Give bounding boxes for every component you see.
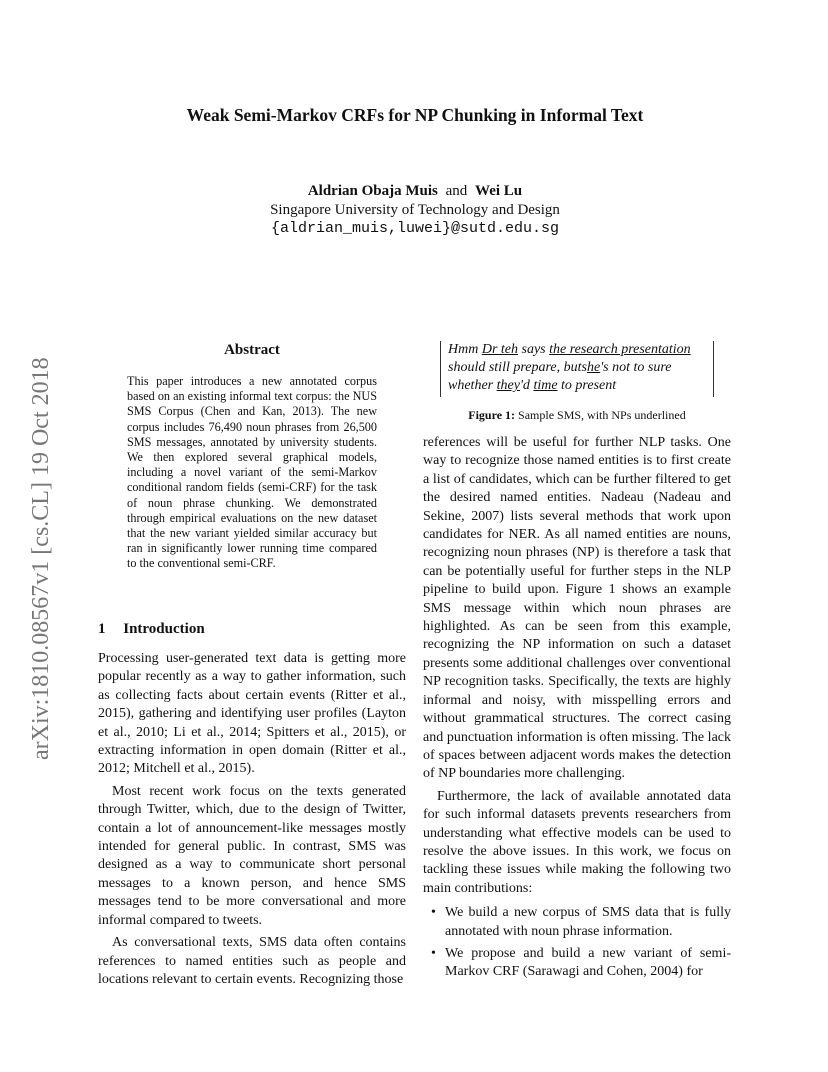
paper-title: Weak Semi-Markov CRFs for NP Chunking in Informal Text: [186, 105, 644, 125]
list-item: • We build a new corpus of SMS data that is fully annotated with noun phrase information.: [445, 904, 731, 941]
section-number: 1: [98, 621, 106, 637]
noun-phrase: he: [586, 360, 601, 375]
paragraph: As conversational texts, SMS data often contains references to named entities such as people and locations relevant to certain events. Recognizing those: [98, 935, 406, 987]
author-line: [100, 183, 730, 200]
contribution-list: [423, 904, 731, 982]
caption-text: Sample SMS, with NPs underlined: [515, 408, 686, 422]
paragraph: Most recent work focus on the texts generated through Twitter, which, due to the design of Twitter, contain a lot of announcement-like messages mostly intended for general public. In contrast, SMS was designed as a way to communicate short personal messages to a known person, and hence SMS messages tend to be more conversational and more informal compared to tweets.: [98, 783, 406, 928]
section-title: Introduction: [123, 621, 205, 637]
figure-1-caption: [423, 408, 731, 423]
email: {aldrian_muis,luwei}@sutd.edu.sg: [270, 220, 560, 237]
figure-1-box: [440, 341, 714, 397]
author-2: Wei Lu: [475, 183, 523, 199]
noun-phrase: they: [496, 378, 520, 393]
author-1: Aldrian Obaja Muis: [307, 183, 438, 199]
sms-text: 'd: [519, 378, 534, 393]
left-column: [98, 650, 406, 989]
list-item: • We propose and build a new variant of semi-Markov CRF (Sarawagi and Cohen, 2004) for: [445, 945, 731, 982]
sms-text: says: [518, 342, 550, 357]
sms-text: 's not to sure whether: [448, 360, 672, 393]
paragraph: references will be useful for further NLP tasks. One way to recognize those named entities is to first create a list of candidates, which can be further filtered to get the desired named entities. Nadeau (Nadeau and Sekine, 2007) lists several methods that work upon candidates for NER. As all named entities are nouns, recognizing noun phrases (NP) is therefore a task that can be potentially useful for further steps in the NLP pipeline to build upon. Figure 1 shows an example SMS message within which noun phrases are highlighted. As can be seen from this example, recognizing the NP information on such a dataset presents some additional challenges over conventional NP recognition tasks. Specifically, the texts are highly informal and noisy, with misspelling errors and without grammatical structures. The correct casing and punctuation information is often missing. The lack of spaces between adjacent words makes the detection of NP boundaries more challenging.: [423, 435, 731, 782]
affiliation: Singapore University of Technology and Design: [270, 202, 560, 218]
noun-phrase: time: [533, 378, 558, 393]
noun-phrase: Dr teh: [481, 342, 519, 357]
abstract-heading: Abstract: [224, 342, 280, 358]
paragraph: Furthermore, the lack of available annotated data for such informal datasets prevents researchers from understanding what effective models can be used to resolve the above issues. In this work, we focus on tackling these issues while making the following two main contributions:: [423, 788, 731, 896]
abstract-body: This paper introduces a new annotated corpus based on an existing informal text corpus: the NUS SMS Corpus (Chen and Kan, 2013). The new corpus includes 76,490 noun phrases from 26,500 SMS messages, annotated by university students. We then explored several graphical models, including a novel variant of the semi-Markov conditional random fields (semi-CRF) for the task of noun phrase chunking. We demonstrated through empirical evaluations on the new dataset that the new variant yielded similar accuracy but ran in significantly lower running time compared to the conventional semi-CRF.: [127, 374, 377, 571]
author-conjunction: and: [445, 183, 468, 199]
caption-label: Figure 1:: [468, 408, 516, 422]
sms-text: should still prepare, buts: [448, 360, 587, 375]
section-heading-introduction: [98, 621, 205, 638]
right-column: [423, 434, 731, 986]
sms-text: to present: [557, 378, 617, 393]
sms-text: Hmm: [448, 342, 482, 357]
arxiv-stamp: arXiv:1810.08567v1 [cs.CL] 19 Oct 2018: [28, 357, 54, 760]
sms-example: [448, 341, 710, 395]
noun-phrase: the research presentation: [549, 342, 691, 357]
paragraph: Processing user-generated text data is getting more popular recently as a way to gather information, such as collecting facts about certain events (Ritter et al., 2015), gathering and identifying user profiles (Layton et al., 2010; Li et al., 2014; Spitters et al., 2015), or extracting information in open domain (Ritter et al., 2012; Mitchell et al., 2015).: [98, 651, 406, 777]
